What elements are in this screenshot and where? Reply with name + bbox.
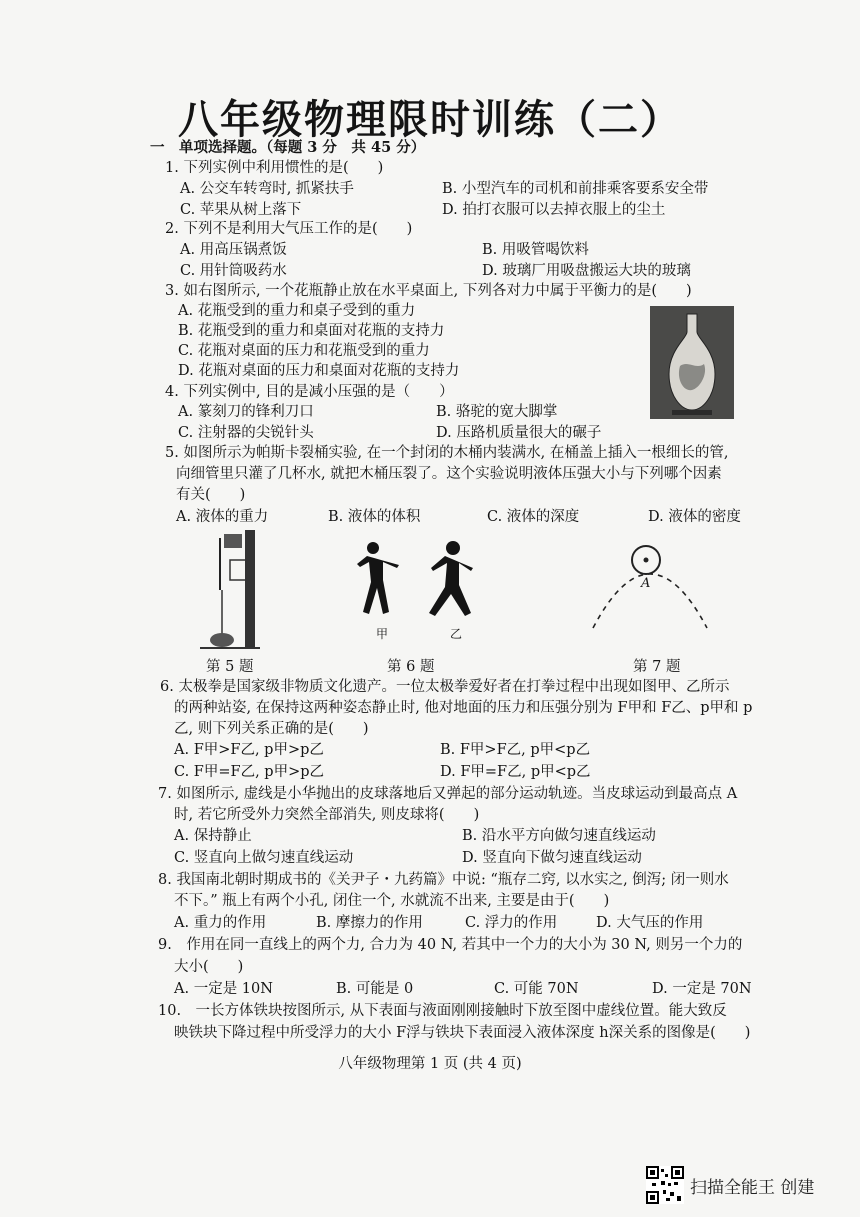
section-heading: 一 单项选择题。（每题 3 分 共 45 分） [150, 139, 426, 156]
fig5-caption: 第 5 题 [206, 659, 254, 675]
vase-photo [650, 306, 734, 419]
q9-option-c: C. 可能 70N [494, 981, 579, 997]
q10-line-2: 映铁块下降过程中所受浮力的大小 F浮与铁块下表面浸入液体深度 h深关系的图像是( ) [174, 1025, 751, 1041]
q9-option-b: B. 可能是 0 [336, 981, 414, 997]
q10-line-1: 10. 一长方体铁块按图所示, 从下表面与液面刚刚接触时下放至图中虚线位置。能大致反 [158, 1003, 727, 1019]
q7-line-1: 7. 如图所示, 虚线是小华抛出的皮球落地后又弹起的部分运动轨迹。当皮球运动到最高点 A [158, 786, 738, 802]
q3-option-c: C. 花瓶对桌面的压力和花瓶受到的重力 [178, 343, 430, 359]
q5-option-d: D. 液体的密度 [648, 509, 741, 525]
q7-option-a: A. 保持静止 [174, 828, 252, 844]
q8-option-d: D. 大气压的作用 [596, 915, 704, 931]
taichi-figure [355, 538, 495, 638]
q7-option-b: B. 沿水平方向做匀速直线运动 [462, 828, 656, 844]
q6-line-3: 乙, 则下列关系正确的是( ) [174, 721, 369, 737]
q1-option-c: C. 苹果从树上落下 [180, 202, 302, 218]
q8-line-1: 8. 我国南北朝时期成书的《关尹子・九药篇》中说: “瓶存二窍, 以水实之, 倒泻; 闭一则水 [158, 872, 729, 888]
q4-option-b: B. 骆驼的宽大脚掌 [436, 404, 558, 420]
q6-option-a: A. F甲>F乙, p甲>p乙 [174, 742, 324, 758]
q6-line-1: 6. 太极拳是国家级非物质文化遗产。一位太极拳爱好者在打拳过程中出现如图甲、乙所示 [160, 679, 730, 695]
q7-line-2: 时, 若它所受外力突然全部消失, 则皮球将( ) [174, 807, 480, 823]
q5-line-3: 有关( ) [176, 487, 246, 503]
q8-option-a: A. 重力的作用 [174, 915, 267, 931]
q2-stem: 2. 下列不是利用大气压工作的是( ) [165, 221, 413, 237]
q5-line-2: 向细管里只灌了几杯水, 就把木桶压裂了。这个实验说明液体压强大小与下列哪个因素 [176, 466, 722, 482]
point-a-label: A [641, 576, 651, 591]
q2-option-b: B. 用吸管喝饮料 [482, 242, 589, 258]
q2-option-a: A. 用高压锅煮饭 [180, 242, 287, 258]
fig6-caption: 第 6 题 [387, 659, 435, 675]
fig7-caption: 第 7 题 [633, 659, 681, 675]
q1-option-a: A. 公交车转弯时, 抓紧扶手 [180, 181, 354, 197]
q3-option-b: B. 花瓶受到的重力和桌面对花瓶的支持力 [178, 323, 445, 339]
q4-option-a: A. 篆刻刀的锋利刀口 [178, 404, 314, 420]
q1-option-b: B. 小型汽车的司机和前排乘客要系安全带 [442, 181, 709, 197]
q9-option-a: A. 一定是 10N [174, 981, 273, 997]
q9-line-2: 大小( ) [174, 959, 244, 975]
q9-line-1: 9. 作用在同一直线上的两个力, 合力为 40 N, 若其中一个力的大小为 30 N, 则另一个力的 [158, 937, 743, 953]
q5-line-1: 5. 如图所示为帕斯卡裂桶实验, 在一个封闭的木桶内装满水, 在桶盖上插入一根细长的管, [165, 445, 729, 461]
q5-option-b: B. 液体的体积 [328, 509, 421, 525]
q8-line-2: 不下。” 瓶上有两个小孔, 闭住一个, 水就流不出来, 主要是由于( ) [174, 893, 610, 909]
qr-code-icon [646, 1166, 684, 1204]
q8-option-b: B. 摩擦力的作用 [316, 915, 423, 931]
scanner-watermark: 扫描全能王 创建 [690, 1178, 815, 1198]
q3-option-d: D. 花瓶对桌面的压力和桌面对花瓶的支持力 [178, 363, 460, 379]
q9-option-d: D. 一定是 70N [652, 981, 752, 997]
q5-option-c: C. 液体的深度 [487, 509, 580, 525]
q2-option-d: D. 玻璃厂用吸盘搬运大块的玻璃 [482, 263, 691, 279]
q7-option-d: D. 竖直向下做匀速直线运动 [462, 850, 642, 866]
page-title: 八年级物理限时训练（二） [178, 97, 682, 143]
fig6-label-yi: 乙 [450, 627, 463, 641]
q1-stem: 1. 下列实例中利用惯性的是( ) [165, 160, 384, 176]
q7-option-c: C. 竖直向上做匀速直线运动 [174, 850, 354, 866]
q4-stem: 4. 下列实例中, 目的是减小压强的是（ ） [165, 384, 454, 400]
q6-option-d: D. F甲=F乙, p甲<p乙 [440, 764, 591, 780]
q4-option-c: C. 注射器的尖锐针头 [178, 425, 314, 441]
q6-option-b: B. F甲>F乙, p甲<p乙 [440, 742, 591, 758]
page-footer: 八年级物理第 1 页 (共 4 页) [338, 1056, 522, 1072]
q6-line-2: 的两种站姿, 在保持这两种姿态静止时, 他对地面的压力和压强分别为 F甲和 F乙、p甲和 p [174, 700, 753, 716]
q4-option-d: D. 压路机质量很大的碾子 [436, 425, 602, 441]
fig6-label-jia: 甲 [376, 627, 389, 641]
q5-option-a: A. 液体的重力 [176, 509, 269, 525]
q3-option-a: A. 花瓶受到的重力和桌子受到的重力 [178, 303, 416, 319]
q3-stem: 3. 如右图所示, 一个花瓶静止放在水平桌面上, 下列各对力中属于平衡力的是( ) [165, 283, 692, 299]
q8-option-c: C. 浮力的作用 [465, 915, 558, 931]
q2-option-c: C. 用针筒吸药水 [180, 263, 287, 279]
q1-option-d: D. 拍打衣服可以去掉衣服上的尘土 [442, 202, 666, 218]
q6-option-c: C. F甲=F乙, p甲>p乙 [174, 764, 324, 780]
pascal-barrel-figure [200, 530, 260, 650]
